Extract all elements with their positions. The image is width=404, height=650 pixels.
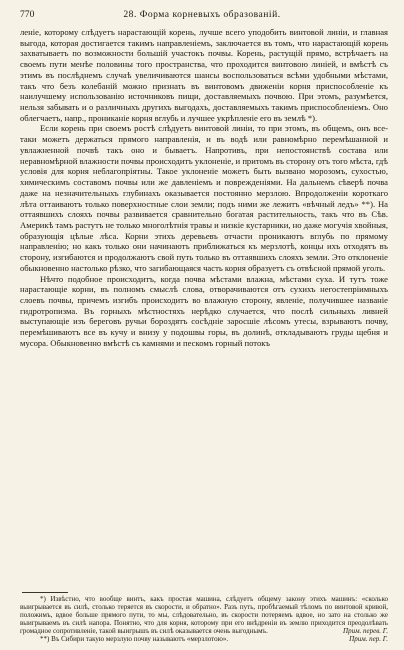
paragraph-root-deflection: Если корень при своемъ ростѣ слѣдуетъ винтовой линіи, то при этомъ, въ общемъ, онъ все-таки можетъ держаться прямого направленія, и въ водѣ или равномѣрно перемѣшанной и увлажненной почвѣ такъ оно и бываетъ. Напротивъ, при непостоянствѣ состава или неравномѣрной влажности почвы происходитъ уклоненіе, и притомъ въ сторону отъ того мѣста, гдѣ условія для корня неблагопріятны. Такое уклоненіе можетъ быть вызвано морозомъ, сухостью, химическимъ составомъ почвы или же давленіемъ и поврежденіями. На дальнемъ сѣверѣ почва даже на незначительныхъ глубинахъ оказывается постоянно мерзлою. Впродолженіи короткаго лѣта оттаиваютъ только поверхностные слои земли; подъ ними же лежитъ «вѣчный ледъ» **). На оттаявшихъ слояхъ почвы развивается сравнительно богатая растительность, такъ что въ Сѣв. Америкѣ тамъ растутъ не только многолѣтнія травы и низкіе кустарники, но даже могучія хвойныя, образующія цѣлые лѣса. Корни этихъ деревьевъ отчасти проникаютъ вглубь по прямому направленію; но какъ только они начинаютъ приближаться къ мерзлотѣ, концы ихъ отходятъ въ сторону, изгибаются и продолжаютъ свой путь только въ оттаявшихъ слояхъ земли. Это отклоненіе обыкновенно настолько рѣзко, что загибающаяся часть корня образуетъ съ отвѣсной прямой уголъ. xyxy=(20,123,388,273)
footnote-rule xyxy=(22,592,68,593)
body-text xyxy=(20,27,388,349)
footnote-1-text: *) Извѣстно, что вообще винтъ, какъ простая машина, слѣдуетъ общему закону этихъ машинъ: «сколько выигрывается въ силѣ, столько теряется въ скорости, и обратно». Разъ путь, пробѣгаемый тѣломъ по винтовой кривой, положимъ, вдвое больше прямого пути, то мы, слѣдовательно, въ скорости потеряемъ вдвое, но зато на столько же выигрываемъ въ силѣ напора. Понятно, что для корня, которому при его внѣдреніи въ землю приходится преодолѣвать громадное сопротивленіе, такой выигрышъ въ силѣ оказывается очень выгоднымъ. xyxy=(20,595,388,635)
footnote-2-sign: Прим. пер. Г. xyxy=(349,634,388,643)
paragraph-continuation: леніе, которому слѣдуетъ нарастающій корень, лучше всего уподобить винтовой линіи, и главная выгода, которая достигается такимъ направленіемъ, заключается въ томъ, что нарастающій корень захватываетъ по возможности большій участокъ почвы. Корень, растущій прямо, встрѣчаетъ на своемъ пути менѣе половины того пространства, что проходится винтовою линіей, и вмѣстѣ съ этимъ въ послѣднемъ случаѣ увеличиваются шансы воспользоваться всѣми удобными мѣстами, такъ что безъ колебаній можно признать въ винтовомъ движеніи корня приспособленіе къ наилучшему использованію источниковъ пищи, доставляемыхъ почвою. При этомъ, разумѣется, нельзя забывать и о различныхъ другихъ выгодахъ, доставляемыхъ такимъ приспособленіемъ. Оно облегчаетъ, напр., прониканіе корня вглубь и лучшее укрѣпленіе его въ землѣ *). xyxy=(20,27,388,123)
footnote-2-text: **) Въ Сибири такую мерзлую почву называютъ «мерзлотою». xyxy=(40,634,229,643)
footnote-1 xyxy=(20,596,388,636)
footnote-2 xyxy=(20,636,388,644)
page-header xyxy=(20,8,384,22)
page-number: 770 xyxy=(20,9,35,20)
footnote-1-sign: Прим. перев. Г. xyxy=(343,626,388,635)
running-title: 28. Форма корневыхъ образованій. xyxy=(123,9,281,20)
footnotes xyxy=(20,596,388,644)
paragraph-hydrotropism: Нѣчто подобное происходитъ, когда почва мѣстами влажна, мѣстами суха. И тутъ тоже нарастающіе корни, въ полномъ смыслѣ слова, отворачиваются отъ сухихъ негостепріимныхъ слоевъ почвы, причемъ изгибъ происходитъ во влажную сторону, явленіе, получившее названіе гидротропизма. Въ горныхъ мѣстностяхъ нерѣдко случается, что послѣ сильныхъ ливней выступающіе изъ береговъ ручьи бороздятъ сосѣдніе заросшіе лѣсомъ утесы, взрываютъ почву, перемѣшиваютъ все въ кучу и внизу у подошвы горы, въ долинѣ, откладываютъ груды щебня и мусора. Обыкновенно вмѣстѣ съ камнями и пескомъ горный потокъ xyxy=(20,273,388,348)
